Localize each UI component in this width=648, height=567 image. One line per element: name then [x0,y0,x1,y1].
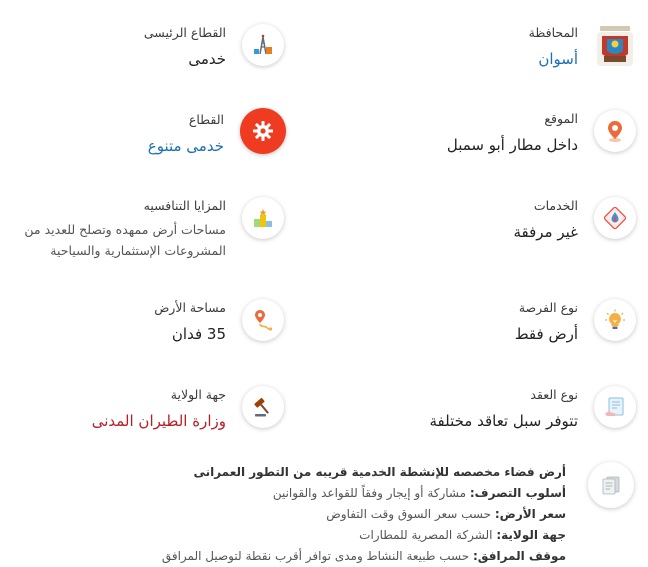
sector-icon-wrap [240,108,286,154]
main-sector-icon-wrap [242,24,284,66]
gavel-icon [251,395,275,419]
description-text [161,462,566,567]
documents-icon [599,473,623,497]
aswan-governorate-logo [594,24,636,70]
governorate-label: المحافظة [528,25,578,40]
location-value: داخل مطار أبو سمبل [446,136,578,154]
authority-label: جهة الولاية [170,387,226,402]
contract-type-icon-wrap [594,386,636,428]
services-label: الخدمات [533,198,578,213]
main-sector-label: القطاع الرئيسى [143,25,226,40]
description-row-key: أسلوب التصرف: [469,486,566,500]
governorate-value: أسوان [538,50,578,68]
opportunity-type-value: أرض فقط [514,325,578,343]
land-area-item [154,299,284,346]
sector-value: خدمى متنوع [147,137,224,155]
description-row-key: موقف المرافق: [473,549,566,563]
main-sector-value: خدمى [188,50,226,68]
description-row-value: مشاركة أو إيجار وفقاً للقواعد والقوانين [272,486,470,500]
advantages-value: مساحات أرض ممهده وتصلح للعديد من المشروعات الإستثمارية والسياحية [24,222,226,258]
governorate-item [529,24,636,71]
description-icon-wrap [588,462,634,508]
description-row-value: حسب سعر السوق وقت التفاوض [326,507,495,521]
description-row [206,525,566,546]
lightbulb-icon [603,308,627,332]
opportunity-type-label: نوع الفرصة [518,300,578,315]
contract-document-icon [603,395,627,419]
services-item [513,197,636,244]
opportunity-type-item [515,299,636,346]
land-area-icon-wrap [242,299,284,341]
advantages-label: المزايا التنافسيه [143,198,226,213]
utilities-icon [603,206,627,230]
description-row [206,483,566,504]
sector-item [148,108,286,158]
main-sector-item [144,24,284,71]
authority-icon-wrap [242,386,284,428]
land-area-label: مساحة الأرض [154,300,226,315]
services-icon-wrap [594,197,636,239]
location-icon-wrap [594,110,636,152]
podium-icon [251,206,275,230]
contract-type-label: نوع العقد [530,387,578,402]
advantages-icon-wrap [242,197,284,239]
oil-rig-icon [251,33,275,57]
services-value: غير مرفقة [513,223,578,241]
location-item [447,110,636,157]
contract-type-item [429,386,636,433]
opportunity-type-icon-wrap [594,299,636,341]
description-title: أرض فضاء مخصصه للإنشطة الخدمية قريبه من التطور العمرانى [193,465,566,479]
advantages-item [20,197,284,261]
land-area-value: 35 فدان [171,325,226,343]
map-pin-icon [604,119,626,143]
description-row [161,546,566,567]
authority-item [92,386,284,433]
description-item [588,462,634,508]
description-row-key: جهة الولاية: [496,528,566,542]
contract-type-value: تتوفر سبل تعاقد مختلفة [429,412,578,430]
sector-label: القطاع [188,112,224,127]
description-row-key: سعر الأرض: [494,507,566,521]
gear-icon [251,119,275,143]
authority-value: وزارة الطيران المدنى [91,412,226,430]
description-row-value: حسب طبيعة النشاط ومدى توافر أقرب نقطة لتوصيل المرافق [161,549,473,563]
description-row [206,504,566,525]
description-row-value: الشركة المصرية للمطارات [359,528,497,542]
location-label: الموقع [544,111,578,126]
location-route-icon [251,308,275,332]
